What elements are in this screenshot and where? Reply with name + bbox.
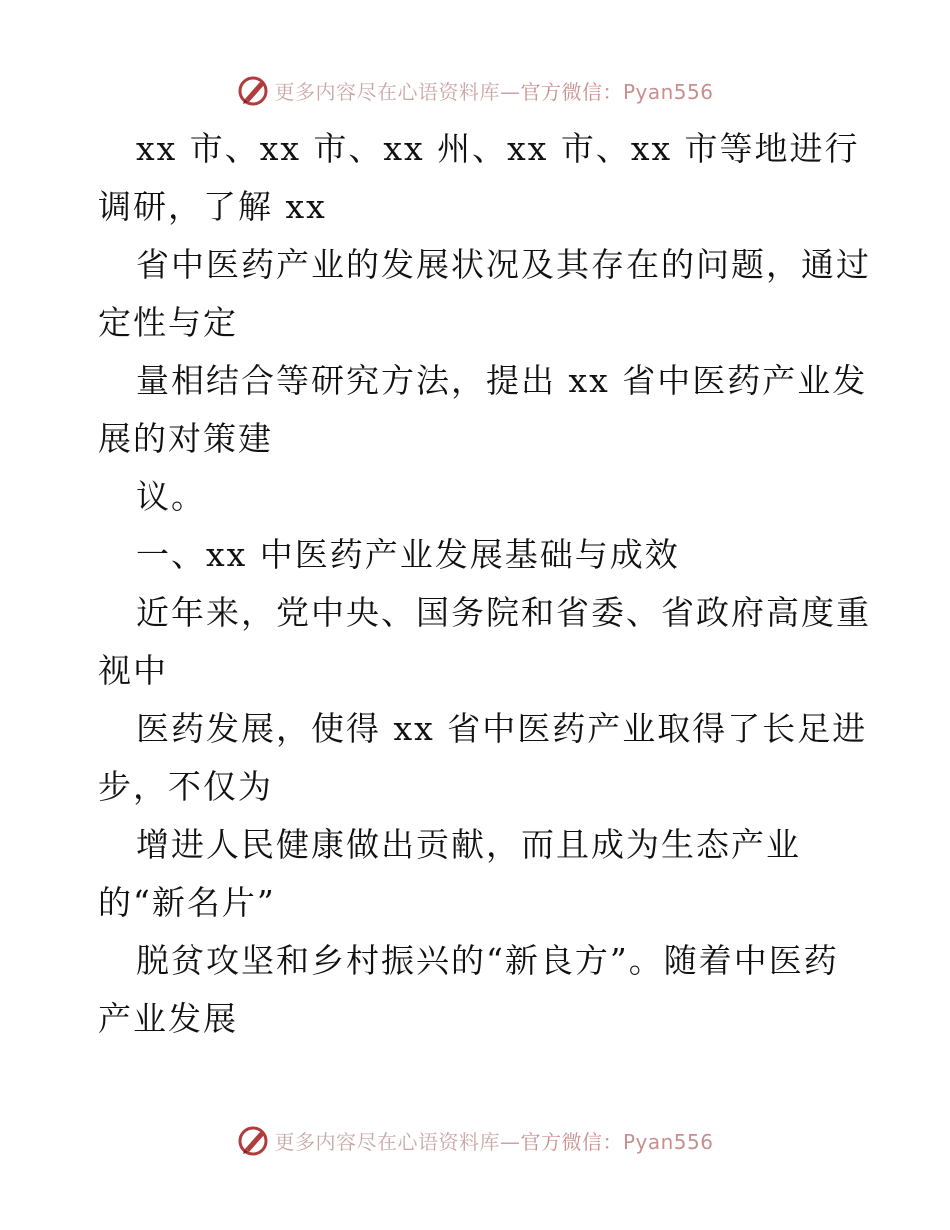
text-line: 议。 — [136, 477, 206, 516]
pen-logo-icon — [236, 73, 270, 107]
text-line: 调研，了解 xx — [98, 187, 327, 226]
footer-watermark — [0, 1120, 950, 1160]
text-line: 步，不仅为 — [98, 767, 273, 806]
text-line: 视中 — [98, 651, 168, 690]
header-wechat-text: 官方微信：Pyan556 — [520, 79, 714, 104]
text-line: 一、xx 中医药产业发展基础与成效 — [136, 535, 680, 574]
footer-wechat-text: 官方微信：Pyan556 — [520, 1129, 714, 1154]
text-line: 展的对策建 — [98, 419, 273, 458]
header-watermark-inner — [236, 73, 713, 107]
footer-library-text: 更多内容尽在心语资料库— — [274, 1129, 521, 1154]
text-line: 医药发展，使得 xx 省中医药产业取得了长足进 — [136, 709, 868, 748]
body-text — [98, 120, 871, 1048]
text-line: 产业发展 — [98, 999, 238, 1038]
text-line: 增进人民健康做出贡献，而且成为生态产业 — [136, 825, 801, 864]
text-line: 量相结合等研究方法，提出 xx 省中医药产业发 — [136, 361, 868, 400]
text-line: 定性与定 — [98, 303, 238, 342]
header-watermark — [0, 70, 950, 110]
text-line: 近年来，党中央、国务院和省委、省政府高度重 — [136, 593, 871, 632]
text-line: xx 市、xx 市、xx 州、xx 市、xx 市等地进行 — [136, 129, 860, 168]
text-line: 的“新名片” — [98, 883, 276, 922]
pen-logo-icon — [236, 1123, 270, 1157]
text-line: 脱贫攻坚和乡村振兴的“新良方”。随着中医药 — [136, 941, 839, 980]
footer-watermark-inner — [236, 1123, 713, 1157]
header-watermark-text — [274, 76, 713, 105]
footer-watermark-text — [274, 1126, 713, 1155]
header-library-text: 更多内容尽在心语资料库— — [274, 79, 521, 104]
text-line: 省中医药产业的发展状况及其存在的问题，通过 — [136, 245, 871, 284]
